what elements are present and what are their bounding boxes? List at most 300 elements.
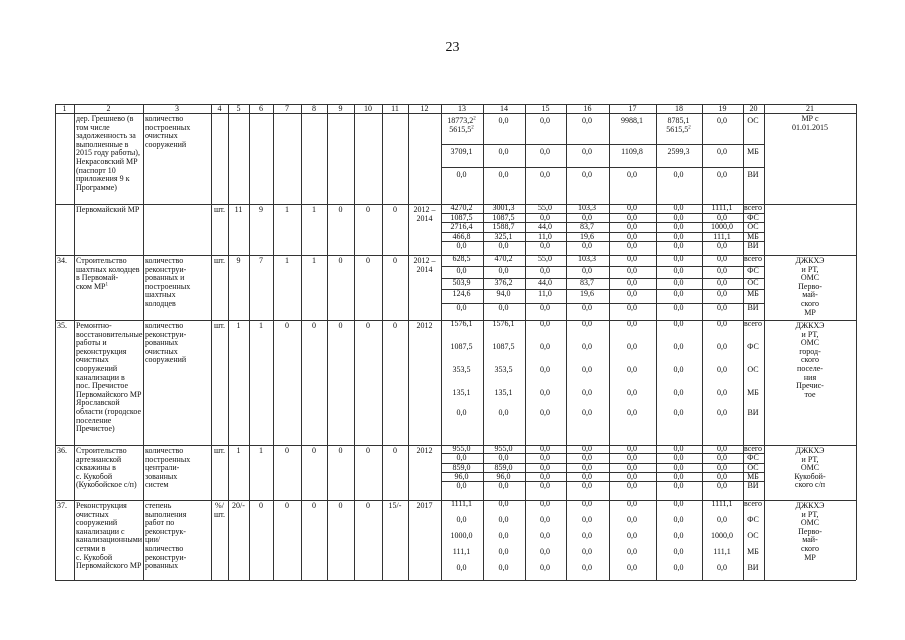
amount-cell: 0,0 [456, 266, 467, 275]
amount-cell: 0,0 [498, 266, 509, 275]
table-hline [55, 580, 856, 581]
amount-cell: 3001,3 [492, 203, 515, 212]
amount-cell: 466,8 [452, 232, 471, 241]
indicator-name: зованных [145, 471, 178, 481]
amount-cell: 0,0 [717, 481, 727, 490]
indicator-name: количество [145, 256, 184, 265]
measure-name: шахтных колодцев [76, 264, 140, 274]
amount-cell: 0,0 [456, 170, 467, 179]
amount-cell: 19,6 [580, 232, 594, 241]
amount-cell: 0,0 [498, 147, 509, 156]
amount-cell: 83,7 [580, 222, 594, 231]
funding-source: ВИ [747, 408, 759, 417]
executor: май- [802, 535, 818, 545]
indicator-name: рованных и [145, 273, 185, 283]
amount-cell: 0,0 [540, 266, 550, 275]
indicator-value: 9 [259, 205, 263, 214]
amount-cell: 0,0 [673, 472, 684, 481]
executor: ОМС [800, 463, 820, 473]
measure-name: 2015 году работы), [76, 148, 140, 158]
amount-cell: 135,1 [452, 388, 471, 397]
amount-cell: 0,0 [627, 222, 637, 231]
amount-cell: 0,0 [627, 453, 637, 462]
executor: ДЖКХЭ [795, 256, 825, 265]
table-vline [143, 104, 144, 580]
period: 2017 [416, 501, 433, 510]
amount-cell: 103,3 [578, 254, 596, 263]
indicator-name: рованных [145, 561, 179, 571]
amount-cell: 0,0 [540, 116, 550, 125]
amount-cell: 0,0 [627, 303, 637, 312]
amount-cell: 0,0 [717, 319, 727, 328]
executor: Кукобой- [794, 471, 826, 481]
indicator-value: 1 [259, 446, 263, 455]
indicator-value: 1 [236, 321, 241, 330]
indicator-value: 0 [285, 321, 289, 330]
amount-cell: 0,0 [540, 213, 550, 222]
indicator-value: 0 [366, 321, 370, 330]
amount-cell: 11,0 [538, 289, 552, 298]
amount-cell: 0,0 [627, 547, 637, 556]
amount-cell: 0,0 [540, 342, 550, 351]
amount-cell: 0,0 [456, 453, 467, 462]
amount-cell: 0,0 [627, 203, 637, 212]
executor: МР [804, 307, 816, 317]
indicator-value: 1 [312, 205, 316, 214]
amount-cell: 0,0 [456, 303, 467, 312]
amount-cell: 124,6 [452, 289, 471, 298]
amount-cell: 55,0 [538, 203, 552, 212]
indicator-name: построенных [145, 122, 191, 132]
indicator-value: 20/- [232, 501, 245, 510]
funding-source: ВИ [747, 481, 759, 490]
amount-cell: 0,0 [673, 303, 684, 312]
amount-cell: 628,5 [452, 254, 471, 263]
amount-cell: 0,0 [627, 481, 637, 490]
funding-source: всего [744, 499, 763, 508]
executor: и РТ, [801, 454, 819, 464]
amount-cell: 0,0 [456, 563, 467, 572]
measure-name: Программе) [76, 182, 117, 192]
executor: поселе- [797, 364, 823, 373]
amount-cell: 0,0 [717, 254, 727, 263]
amount-cell: 0,0 [498, 116, 509, 125]
amount-cell: 0,0 [717, 147, 727, 156]
amount-cell: 0,0 [627, 342, 637, 351]
funding-source: МБ [747, 289, 759, 298]
executor: ского [800, 355, 820, 365]
amount-cell: 0,0 [540, 515, 550, 524]
funding-source: ОС [747, 116, 759, 125]
amount-cell: 0,0 [498, 499, 509, 508]
amount-cell: 0,0 [673, 499, 684, 508]
indicator-name: сооружений [145, 355, 187, 365]
amount-cell: 0,0 [717, 278, 727, 287]
amount-cell: 0,0 [717, 563, 727, 572]
indicator-value: 0 [366, 205, 370, 214]
amount-cell: 0,0 [540, 463, 550, 472]
funding-source: ФС [747, 213, 759, 222]
amount-cell: 0,0 [456, 515, 467, 524]
amount-cell: 0,0 [673, 365, 684, 374]
amount-cell: 0,0 [498, 303, 509, 312]
amount-cell: 44,0 [538, 278, 552, 287]
indicator-name: колодцев [145, 299, 176, 308]
executor: ского с/п [794, 480, 826, 490]
amount-cell: 0,0 [540, 147, 550, 156]
amount-cell: 19,6 [580, 289, 594, 298]
indicator-value: 0 [393, 321, 397, 330]
amount-cell: 0,0 [540, 531, 550, 540]
executor: ОМС [800, 338, 820, 348]
executor: МР [804, 552, 816, 562]
unit: шт. [213, 446, 226, 455]
column-header: 10 [364, 103, 372, 113]
amount-cell: 0,0 [673, 213, 684, 222]
amount-cell: 111,1 [452, 547, 471, 556]
amount-cell: 1588,7 [492, 222, 515, 231]
row-number: 35. [57, 321, 67, 330]
amount-cell: 470,2 [494, 254, 513, 263]
period: 2012 [416, 321, 433, 330]
amount-cell: 0,0 [717, 444, 727, 453]
amount-cell: 44,0 [538, 222, 552, 231]
indicator-name: ции/ [145, 535, 161, 545]
amount-cell: 1576,1 [492, 319, 515, 328]
measure-name: Некрасовский МР [76, 157, 138, 166]
indicator-value: 0 [366, 501, 370, 510]
column-header: 18 [675, 103, 683, 113]
measure-name: (Кукобойское с/п) [76, 480, 137, 490]
amount-cell: 0,0 [582, 319, 592, 328]
amount-cell: 5615,5$^2$ [449, 125, 474, 134]
executor: Перво- [798, 526, 822, 536]
executor: МР с [801, 114, 819, 123]
measure-name: с. Кукобой [76, 471, 113, 481]
amount-cell: 0,0 [717, 453, 727, 462]
indicator-value: 0 [393, 205, 397, 214]
measure-name: очистных [76, 509, 109, 519]
amount-cell: 0,0 [673, 254, 684, 263]
indicator-value: 0 [366, 256, 370, 265]
indicator-value: 1 [285, 205, 289, 214]
funding-source: всего [744, 203, 763, 212]
column-header: 11 [391, 103, 399, 113]
amount-cell: 0,0 [673, 342, 684, 351]
measure-name: канализации в [76, 372, 125, 382]
funding-source: ФС [747, 453, 759, 462]
measure-name: приложения 9 к [76, 174, 130, 184]
measure-name: поселение [76, 415, 112, 425]
indicator-value: 0 [338, 446, 343, 455]
measure-name: пос. Пречистое [76, 381, 129, 391]
amount-cell: 0,0 [717, 170, 727, 179]
measure-name: Пречистое) [76, 424, 115, 434]
table-vline [74, 104, 75, 580]
amount-cell: 0,0 [582, 472, 592, 481]
column-header: 1 [62, 103, 67, 113]
funding-source: МБ [747, 388, 759, 397]
amount-cell: 0,0 [717, 365, 727, 374]
indicator-value: 11 [234, 205, 243, 214]
amount-cell: 955,0 [494, 444, 513, 453]
amount-cell: 0,0 [498, 170, 509, 179]
indicator-name: систем [145, 480, 169, 490]
amount-cell: 0,0 [540, 319, 550, 328]
amount-cell: 0,0 [540, 481, 550, 490]
amount-cell: 0,0 [717, 463, 727, 472]
column-header: 20 [749, 103, 758, 113]
amount-cell: 1087,5 [450, 213, 473, 222]
column-header: 3 [175, 103, 179, 113]
amount-cell: 0,0 [673, 563, 684, 572]
amount-cell: 0,0 [582, 547, 592, 556]
amount-cell: 1111,1 [711, 499, 733, 508]
amount-cell: 325,1 [494, 232, 513, 241]
amount-cell: 0,0 [673, 388, 684, 397]
amount-cell: 96,0 [496, 472, 511, 481]
indicator-value: 9 [236, 256, 241, 265]
amount-cell: 1087,5 [450, 342, 473, 351]
amount-cell: 1000,0 [711, 531, 733, 540]
measure-name: в Первомай- [76, 273, 119, 283]
measure-name: ском $МР^1$ [76, 281, 109, 291]
table-hline [441, 167, 764, 168]
amount-cell: 0,0 [582, 388, 592, 397]
amount-cell: 0,0 [540, 444, 550, 453]
amount-cell: 8785,1 [667, 116, 690, 125]
amount-cell: 0,0 [627, 289, 637, 298]
measure-name: задолженность за [76, 131, 136, 141]
column-header: 13 [458, 103, 466, 113]
amount-cell: 0,0 [673, 463, 684, 472]
amount-cell: 0,0 [627, 563, 637, 572]
executor: ДЖКХЭ [795, 446, 825, 455]
amount-cell: 859,0 [452, 463, 471, 472]
amount-cell: 503,9 [452, 278, 471, 287]
amount-cell: 0,0 [673, 203, 684, 212]
amount-cell: 1109,8 [621, 147, 643, 156]
indicator-name: количество [145, 321, 184, 330]
executor: и РТ, [801, 264, 819, 274]
executor: ского [800, 299, 820, 308]
amount-cell: 111,1 [713, 547, 731, 556]
measure-name: артезианской [76, 454, 122, 464]
amount-cell: 0,0 [673, 266, 684, 275]
amount-cell: 1576,1 [450, 319, 473, 328]
amount-cell: 0,0 [582, 408, 592, 417]
amount-cell: 0,0 [673, 547, 684, 556]
unit: шт. [213, 509, 226, 519]
indicator-name: количество [145, 114, 184, 123]
indicator-name: реконструи- [145, 329, 187, 339]
amount-cell: 0,0 [540, 365, 550, 374]
funding-source: ОС [747, 222, 759, 231]
funding-source: МБ [747, 547, 759, 556]
period: 2012 – [413, 256, 436, 265]
table-hline [441, 144, 764, 145]
indicator-value: 1 [236, 446, 241, 455]
measure-name: Первомайского МР [76, 389, 142, 399]
amount-cell: 0,0 [673, 289, 684, 298]
amount-cell: 3709,1 [450, 147, 473, 156]
amount-cell: 9988,1 [621, 116, 643, 125]
page-number: 23 [445, 40, 460, 55]
measure-name: восстановительные [76, 329, 143, 339]
amount-cell: 0,0 [627, 254, 637, 263]
funding-source: ОС [747, 463, 759, 472]
amount-cell: 0,0 [456, 408, 467, 417]
measure-name: области (городское [76, 407, 142, 416]
executor: и РТ, [801, 329, 819, 339]
amount-cell: 0,0 [627, 472, 637, 481]
funding-source: МБ [747, 147, 759, 156]
indicator-name: количество [145, 446, 184, 455]
amount-cell: 0,0 [717, 388, 727, 397]
amount-cell: 0,0 [540, 303, 550, 312]
unit: шт. [213, 205, 226, 214]
amount-cell: 0,0 [627, 319, 637, 328]
funding-source: всего [744, 444, 763, 453]
amount-cell: 0,0 [582, 213, 592, 222]
measure-name: работы и [76, 338, 107, 348]
amount-cell: 0,0 [673, 319, 684, 328]
indicator-value: 7 [259, 256, 263, 265]
period: 2014 [416, 213, 433, 223]
indicator-value: 1 [259, 321, 263, 330]
column-header: 15 [541, 103, 550, 113]
amount-cell: 0,0 [717, 266, 727, 275]
indicator-name: реконструи- [145, 264, 187, 274]
amount-cell: 0,0 [673, 453, 684, 462]
funding-source: ОС [747, 531, 759, 540]
amount-cell: 0,0 [717, 289, 727, 298]
indicator-name: реконструи- [145, 552, 187, 562]
amount-cell: 859,0 [494, 463, 513, 472]
table-vline [55, 104, 56, 580]
amount-cell: 0,0 [540, 472, 550, 481]
indicator-value: 0 [312, 321, 316, 330]
amount-cell: 0,0 [627, 388, 637, 397]
column-header: 12 [420, 103, 429, 113]
indicator-value: 15/- [388, 501, 402, 510]
amount-cell: 4270,2 [450, 203, 473, 212]
amount-cell: 11,0 [538, 232, 552, 241]
indicator-value: 0 [259, 501, 263, 510]
amount-cell: 0,0 [717, 408, 727, 417]
amount-cell: 0,0 [627, 531, 637, 540]
amount-cell: 0,0 [673, 531, 684, 540]
amount-cell: 0,0 [582, 170, 592, 179]
amount-cell: 353,5 [452, 365, 471, 374]
amount-cell: 0,0 [582, 365, 592, 374]
executor: ДЖКХЭ [795, 501, 825, 510]
amount-cell: 0,0 [717, 303, 727, 312]
amount-cell: 1087,5 [492, 213, 515, 222]
executor: ского [800, 544, 820, 553]
amount-cell: 0,0 [582, 563, 592, 572]
funding-source: ФС [747, 342, 759, 351]
amount-cell: 0,0 [673, 278, 684, 287]
amount-cell: 0,0 [673, 408, 684, 417]
amount-cell: 0,0 [582, 444, 592, 453]
amount-cell: 0,0 [627, 515, 637, 524]
indicator-value: 0 [338, 501, 343, 510]
measure-name: сооружений [76, 364, 118, 373]
amount-cell: 0,0 [582, 116, 592, 125]
amount-cell: 94,0 [496, 289, 511, 298]
measure-name: Строительство [76, 256, 127, 265]
amount-cell: 0,0 [627, 365, 637, 374]
indicator-name: реконструк- [145, 526, 186, 536]
amount-cell: 103,3 [578, 203, 596, 212]
row-number: 37. [57, 501, 67, 510]
funding-source: ФС [747, 515, 759, 524]
amount-cell: 2716,4 [450, 222, 473, 231]
amount-cell: 0,0 [582, 241, 592, 250]
amount-cell: 0,0 [717, 213, 727, 222]
indicator-value: 0 [285, 501, 289, 510]
measure-name: том числе [76, 122, 110, 132]
executor: ДЖКХЭ [795, 321, 825, 330]
amount-cell: 1000,0 [450, 531, 473, 540]
funding-source: ВИ [747, 563, 759, 572]
unit: шт. [213, 256, 226, 265]
amount-cell: 0,0 [498, 453, 509, 462]
column-header: 4 [217, 103, 222, 113]
indicator-value: 0 [312, 501, 316, 510]
indicator-name: шахтных [145, 290, 176, 300]
column-header: 5 [236, 103, 241, 113]
indicator-value: 0 [338, 321, 343, 330]
indicator-name: выполнения [145, 509, 187, 519]
amount-cell: 0,0 [627, 408, 637, 417]
measure-name: канализационными [76, 535, 143, 545]
column-header: 19 [718, 103, 727, 113]
amount-cell: 0,0 [540, 170, 550, 179]
amount-cell: 0,0 [717, 241, 727, 250]
amount-cell: 0,0 [582, 499, 592, 508]
executor: ния [803, 372, 817, 382]
amount-cell: 0,0 [498, 531, 509, 540]
indicator-name: степень [145, 501, 172, 510]
column-header: 2 [106, 103, 111, 113]
amount-cell: 0,0 [498, 515, 509, 524]
amount-cell: 0,0 [540, 388, 550, 397]
measure-name: скважины в [76, 463, 116, 473]
amount-cell: 0,0 [498, 547, 509, 556]
amount-cell: 0,0 [717, 342, 727, 351]
indicator-name: построенных [145, 281, 191, 291]
amount-cell: 111,1 [713, 232, 731, 241]
amount-cell: 0,0 [540, 563, 550, 572]
amount-cell: 0,0 [627, 463, 637, 472]
amount-cell: 5615,5$^2$ [666, 125, 691, 134]
amount-cell: 18773,2$^2$ [447, 116, 476, 125]
funding-source: ФС [747, 266, 759, 275]
funding-source: всего [744, 254, 763, 263]
amount-cell: 0,0 [673, 170, 684, 179]
amount-cell: 0,0 [540, 241, 550, 250]
amount-cell: 0,0 [582, 147, 592, 156]
amount-cell: 96,0 [454, 472, 469, 481]
indicator-value: 0 [393, 446, 397, 455]
amount-cell: 135,1 [494, 388, 513, 397]
column-header: 6 [259, 103, 263, 113]
column-header: 9 [338, 103, 343, 113]
amount-cell: 1111,1 [450, 499, 473, 508]
amount-cell: 83,7 [580, 278, 594, 287]
